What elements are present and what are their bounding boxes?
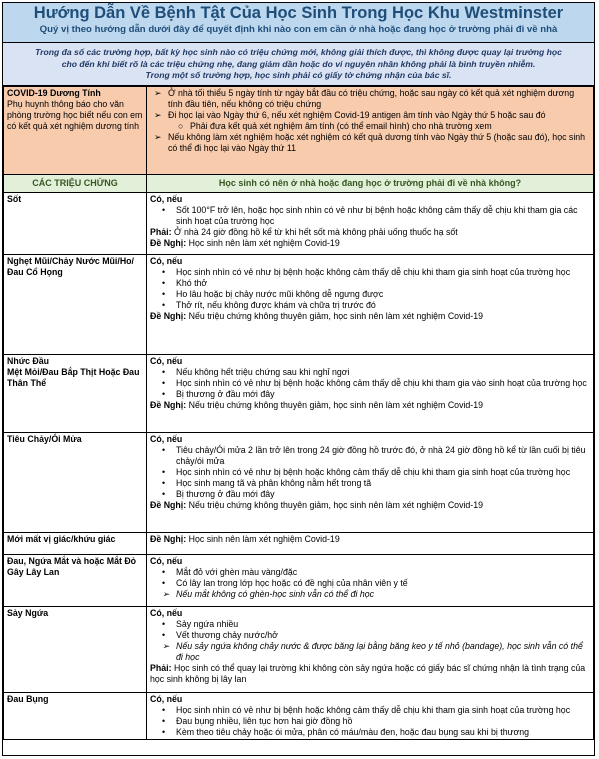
list-item: • Ho lâu hoặc bị chảy nước mũi không dễ ngưng được [162,289,384,299]
list-item: • Bị thương ở đầu mới đây [162,389,275,399]
bullet-icon: • [162,367,166,377]
bullet-icon: • [162,478,166,488]
bullet-icon: • [162,445,166,455]
list-item: • Nếu không hết triệu chứng sau khi nghỉ ngơi [162,367,350,377]
page-subtitle: Quý vị theo hướng dẫn dưới đây để quyết định khi nào con em cần ở nhà hoặc đang học ở trường phải đi về nhà [39,24,558,35]
bullet-icon: • [162,705,166,715]
list-item: • Thở rít, nếu không được khám và chữa trị trước đó [162,300,376,310]
list-item: ○ Phải đưa kết quả xét nghiệm âm tính (có thể email hình) cho nhà trường xem [178,121,492,131]
list-item: • Sốt 100°F trở lên, hoặc học sinh nhìn có vẻ như bị bệnh hoặc không cảm thấy dễ chịu khi tham gia các sinh hoạt của trường học [162,205,578,226]
covid-row [4,87,594,175]
bullet-icon: • [162,578,166,588]
symptom-name: Tiêu Chảy/Ói Mửa [4,433,147,533]
bullet-icon: • [162,278,166,288]
covid-cell-right [147,87,594,175]
list-item: ➢ Đi học lại vào Ngày thứ 6, nếu xét nghiệm Covid-19 antigen âm tính vào Ngày thứ 5 hoặc sau đó [154,110,546,120]
page-header [3,3,594,43]
list-item: • Học sinh nhìn có vẻ như bị bệnh hoặc không cảm thấy dễ chịu khi tham gia sinh hoạt của trường học [162,267,571,277]
bullet-icon: • [162,300,166,310]
symptom-name: Nhức Đầu Mệt Mỏi/Đau Bắp Thịt Hoặc Đau Thân Thể [4,355,147,433]
list-item: • Học sinh nhìn có vẻ như bị bệnh hoặc không cảm thấy dễ chịu khi tham gia sinh hoạt của trường học [162,705,571,715]
bullet-icon: • [162,389,166,399]
symptom-name: Đau, Ngứa Mắt và hoặc Mắt Đỏ Gây Lây Lan [4,555,147,607]
list-item: • Đau bụng nhiều, liên tục hơn hai giờ đồng hồ [162,716,353,726]
table-header-row [4,175,594,193]
bullet-icon: • [162,567,166,577]
table-row [4,693,594,740]
bullet-icon: • [162,727,166,737]
symptom-name: Nghẹt Mũi/Chảy Nước Mũi/Ho/Đau Cổ Họng [4,255,147,355]
list-item: • Học sinh nhìn có vẻ như bị bệnh hoặc không cảm thấy dễ chịu khi tham gia vào sinh hoạt của trường học [162,378,587,388]
list-item: • Sảy ngứa nhiều [162,619,239,629]
table-row [4,607,594,693]
bullet-icon: • [162,378,166,388]
bullet-icon: • [162,467,166,477]
bullet-icon: • [162,289,166,299]
arrow-bullet-icon: ➢ [162,641,170,651]
list-item: ➢ Nếu không làm xét nghiệm hoặc xét nghiệm có kết quả dương tính vào Ngày thứ 5 (hoặc sau đó), học sinh có thể đi học lại vào Ngày thứ 11 [154,132,586,153]
bullet-icon: • [162,619,166,629]
table-row [4,255,594,355]
symptom-name: Mới mất vị giác/khứu giác [4,533,147,555]
list-item: • Kèm theo tiêu chảy hoặc ói mửa, phân có máu/màu đen, hoặc đau bụng sau khi bị thương [162,727,530,737]
bullet-icon: • [162,267,166,277]
list-item: ➢ Ở nhà tối thiểu 5 ngày tính từ ngày bắt đầu có triệu chứng, hoặc sau ngày có kết quả xét nghiệm dương tính đầu tiên, nếu không có triệu chứng [154,88,575,109]
list-item: • Vết thương chảy nước/hở [162,630,278,640]
symptom-name: Sảy Ngứa [4,607,147,693]
list-item: • Có lây lan trong lớp học hoặc có đề nghị của nhân viên y tế [162,578,408,588]
symptom-guidance: Có, nếu • Sốt 100°F trở lên, hoặc học sinh nhìn có vẻ như bị bệnh hoặc không cảm thấy dễ chịu khi tham gia các sinh hoạt của trường học Phải: Ở nhà 24 giờ đồng hồ kể từ khi hết sốt mà không phải uống thuốc hạ sốt Đề Nghị: Học sinh nên làm xét nghiệm Covid-19 [147,193,594,255]
table-row [4,193,594,255]
notice-line-1: Trong đa số các trường hợp, bất kỳ học sinh nào có triệu chứng mới, không giải thích được, thì không được quay lại trường học [35,47,562,57]
symptom-guidance: Có, nếu • Mắt đỏ với ghèn màu vàng/đặc • Có lây lan trong lớp học hoặc có đề nghị của nhân viên y tế ➢ Nếu mắt không có ghèn-học sinh vẫn có thể đi học [147,555,594,607]
table-row [4,355,594,433]
list-item: ➢ Nếu sảy ngứa không chảy nước & được băng lại bằng băng keo y tế nhỏ (bandage), học sinh vẫn có thể đi học [162,641,583,662]
list-item: • Khó thở [162,278,208,288]
bullet-icon: • [162,489,166,499]
notice-line-2: cho đến khi biết rõ là các triệu chứng nhẹ, đang giảm dần hoặc do vi nguyên nhân không phải là bình truyền nhiễm. [61,58,536,69]
bullet-icon: • [162,716,166,726]
arrow-bullet-icon: ➢ [154,88,162,98]
symptom-name: Đau Bụng [4,693,147,740]
list-item: • Tiêu chảy/Ói mửa 2 lần trở lên trong 24 giờ đồng hồ trước đó, ở nhà 24 giờ đồng hồ kể từ lần cuối bị tiêu chảy/ói mửa [162,445,586,466]
arrow-bullet-icon: ➢ [154,110,162,120]
list-item: • Học sinh nhìn có vẻ như bị bệnh hoặc không cảm thấy dễ chịu khi tham gia sinh hoạt của trường học [162,467,571,477]
column-header-action: Học sinh có nên ở nhà hoặc đang học ở trường phải đi về nhà không? [147,175,594,193]
bullet-icon: • [162,630,166,640]
covid-description: Phụ huynh thông báo cho văn phòng trường học biết nếu con em có kết quả xét nghiệm dương tính [7,99,143,131]
notice-line-3: Trong một số trường hợp, học sinh phải có giấy tờ chứng nhận của bác sĩ. [145,70,452,81]
column-header-symptoms: CÁC TRIỆU CHỨNG [4,175,147,193]
table-row [4,433,594,533]
symptom-guidance: Có, nếu • Học sinh nhìn có vẻ như bị bệnh hoặc không cảm thấy dễ chịu khi tham gia sinh hoạt của trường học • Đau bụng nhiều, liên tục hơn hai giờ đồng hồ • Kèm theo tiêu chảy hoặc ói mửa, phân có máu/màu đen, hoặc đau bụng sau khi bị thương [147,693,594,740]
symptom-guidance: Có, nếu • Sảy ngứa nhiều • Vết thương chảy nước/hở ➢ Nếu sảy ngứa không chảy nước & được băng lại bằng băng keo y tế nhỏ (bandage), học sinh vẫn có thể đi học Phải: Học sinh có thể quay lại trường khi không còn sảy ngứa hoặc có giấy bác sĩ chứng nhận là tình trạng của học sinh không bị lây lan [147,607,594,693]
list-item: • Học sinh mang tã và phân không nằm hết trong tã [162,478,372,488]
covid-title: COVID-19 Dương Tính [7,88,101,98]
list-item: • Mắt đỏ với ghèn màu vàng/đặc [162,567,298,577]
symptom-guidance: Có, nếu • Nếu không hết triệu chứng sau khi nghỉ ngơi • Học sinh nhìn có vẻ như bị bệnh hoặc không cảm thấy dễ chịu khi tham gia vào sinh hoạt của trường học • Bị thương ở đầu mới đây Đề Nghị: Nếu triệu chứng không thuyên giảm, học sinh nên làm xét nghiệm Covid-19 [147,355,594,433]
symptom-table [3,86,594,740]
page-title: Hướng Dẫn Về Bệnh Tật Của Học Sinh Trong Học Khu Westminster [33,4,564,22]
list-item: ➢ Nếu mắt không có ghèn-học sinh vẫn có thể đi học [162,589,375,599]
covid-cell-left [4,87,147,175]
list-item: • Bị thương ở đầu mới đây [162,489,275,499]
table-row [4,533,594,555]
notice-box [3,43,594,86]
circle-bullet-icon: ○ [178,121,184,131]
symptom-name: Sốt [4,193,147,255]
symptom-guidance: Có, nếu • Học sinh nhìn có vẻ như bị bệnh hoặc không cảm thấy dễ chịu khi tham gia sinh hoạt của trường học • Khó thở • Ho lâu hoặc bị chảy nước mũi không dễ ngưng được • Thở rít, nếu không được khám và chữa trị trước đó Đề Nghị: Nếu triệu chứng không thuyên giảm, học sinh nên làm xét nghiệm Covid-19 [147,255,594,355]
symptom-guidance: Có, nếu • Tiêu chảy/Ói mửa 2 lần trở lên trong 24 giờ đồng hồ trước đó, ở nhà 24 giờ đồng hồ kể từ lần cuối bị tiêu chảy/ói mửa • Học sinh nhìn có vẻ như bị bệnh hoặc không cảm thấy dễ chịu khi tham gia sinh hoạt của trường học • Học sinh mang tã và phân không nằm hết trong tã • Bị thương ở đầu mới đây Đề Nghị: Nếu triệu chứng không thuyên giảm, học sinh nên làm xét nghiệm Covid-19 [147,433,594,533]
arrow-bullet-icon: ➢ [154,132,162,142]
bullet-icon: • [162,205,166,215]
arrow-bullet-icon: ➢ [162,589,170,599]
symptom-guidance: Đề Nghị: Học sinh nên làm xét nghiệm Covid-19 [147,533,594,555]
guideline-page [2,2,595,756]
table-row [4,555,594,607]
